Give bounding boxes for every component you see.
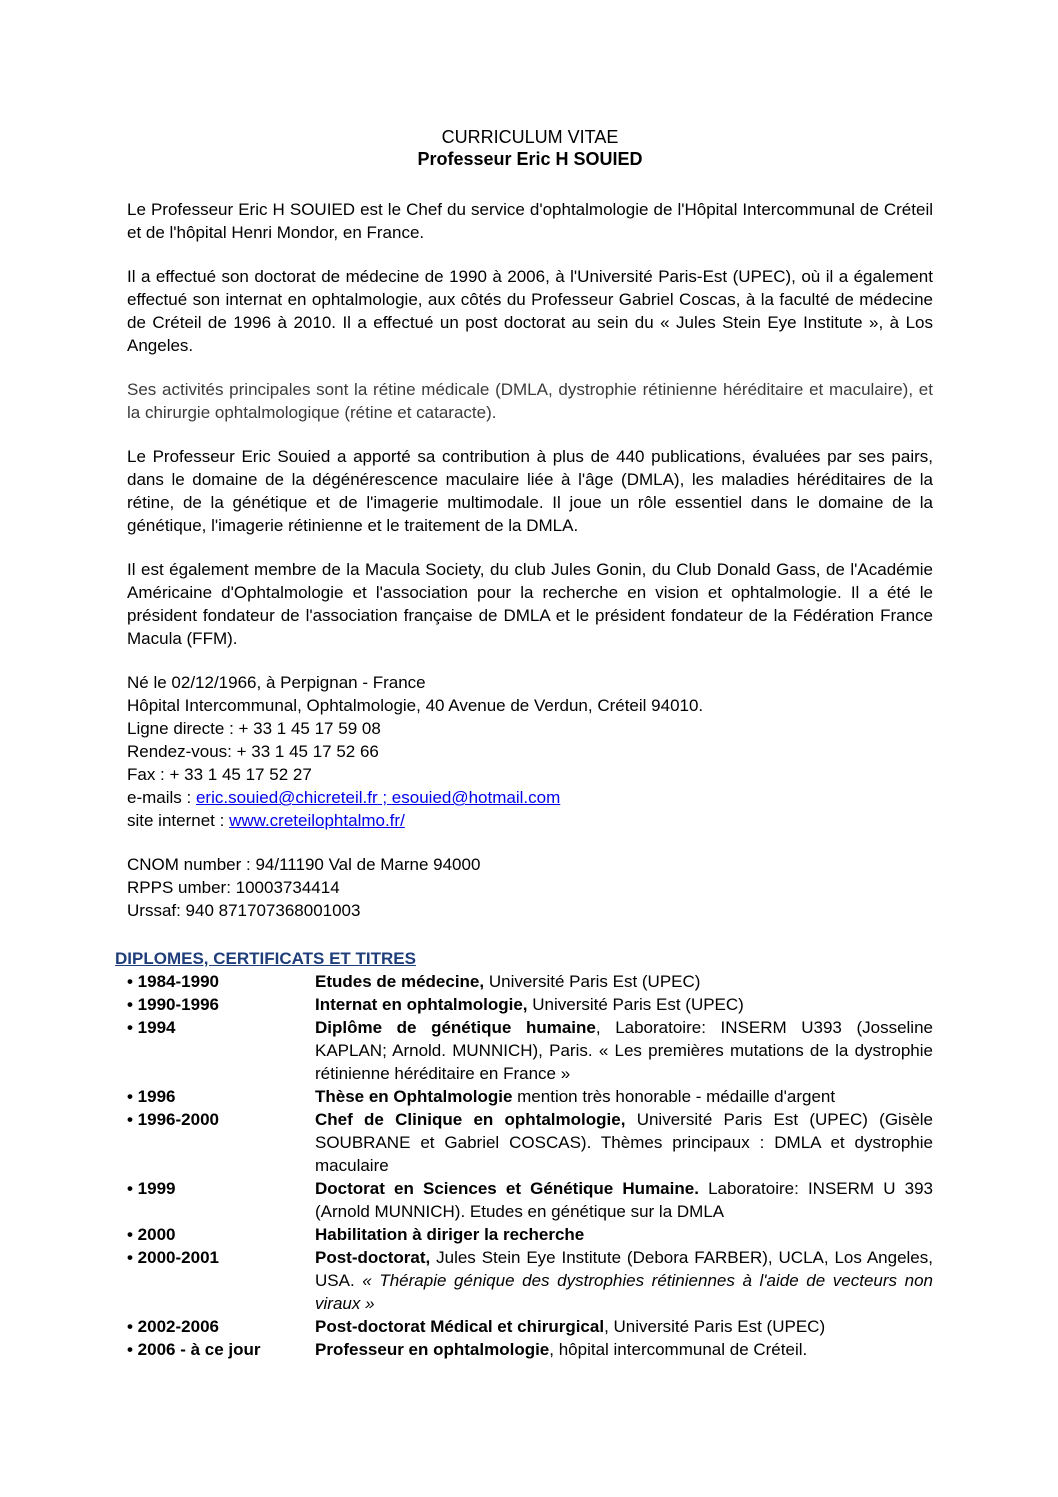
birth-info: Né le 02/12/1966, à Perpignan - France [127, 673, 426, 692]
diploma-year: • 1996-2000 [127, 1110, 219, 1129]
contact-block [127, 671, 933, 832]
emails-label: e-mails : [127, 788, 196, 807]
direct-line: Ligne directe : + 33 1 45 17 59 08 [127, 719, 381, 738]
diploma-row [127, 1223, 933, 1246]
document-content [115, 126, 933, 1361]
diploma-description [315, 1315, 933, 1338]
diploma-year: • 1994 [127, 1018, 176, 1037]
diploma-title: Habilitation à diriger la recherche [315, 1225, 585, 1244]
diploma-row [127, 1016, 933, 1085]
diploma-year: • 1999 [127, 1179, 176, 1198]
diploma-year: • 2000 [127, 1225, 176, 1244]
diplomas-table [127, 970, 933, 1361]
diploma-detail: Université Paris Est (UPEC) [527, 995, 744, 1014]
diploma-detail: , Laboratoire: INSERM U393 (Josseline KAPLAN; Arnold. MUNNICH), Paris. « Les premières mutations de la dystrophie rétinienne héréditaire en France » [315, 1018, 933, 1083]
document-title: CURRICULUM VITAE [441, 127, 619, 147]
diploma-detail: Université Paris Est (UPEC) (Gisèle SOUBRANE et Gabriel COSCAS). Thèmes principaux : DMLA et dystrophie maculaire [315, 1110, 933, 1175]
diploma-year: • 2002-2006 [127, 1317, 219, 1336]
diploma-description [315, 1223, 933, 1246]
urssaf-number: Urssaf: 940 871707368001003 [127, 901, 361, 920]
cnom-number: CNOM number : 94/11190 Val de Marne 94000 [127, 855, 481, 874]
diploma-year: • 2006 - à ce jour [127, 1340, 261, 1359]
diploma-title: Diplôme de génétique humaine [315, 1018, 596, 1037]
diploma-year: • 1990-1996 [127, 995, 219, 1014]
person-name: Professeur Eric H SOUIED [417, 149, 643, 169]
fax-line: Fax : + 33 1 45 17 52 27 [127, 765, 312, 784]
rpps-number: RPPS umber: 10003734414 [127, 878, 340, 897]
diploma-title: Chef de Clinique en ophtalmologie, [315, 1110, 626, 1129]
diploma-detail: , hôpital intercommunal de Créteil. [549, 1340, 808, 1359]
diploma-title: Post-doctorat, [315, 1248, 431, 1267]
email-link-1[interactable]: eric.souied@chicreteil.fr [195, 788, 378, 807]
diploma-description [315, 1246, 933, 1315]
intro-paragraph-3: Ses activités principales sont la rétine médicale (DMLA, dystrophie rétinienne héréditaire et maculaire), et la chirurgie ophtalmologique (rétine et cataracte). [127, 380, 933, 422]
ids-block [127, 853, 933, 922]
diploma-description [315, 1016, 933, 1085]
diploma-year: • 1984-1990 [127, 972, 219, 991]
diploma-description [315, 1338, 933, 1361]
website-line [127, 809, 933, 832]
diploma-title: Internat en ophtalmologie, [315, 995, 528, 1014]
diploma-detail: Université Paris Est (UPEC) [484, 972, 701, 991]
diplomas-heading: DIPLOMES, CERTIFICATS ET TITRES [115, 949, 416, 968]
diploma-row [127, 993, 933, 1016]
diploma-detail: , Université Paris Est (UPEC) [604, 1317, 826, 1336]
diploma-title: Thèse en Ophtalmologie [315, 1087, 513, 1106]
diploma-detail: Laboratoire: INSERM U 393 (Arnold MUNNICH). Etudes en génétique sur la DMLA [315, 1179, 933, 1221]
diploma-detail-italic: « Thérapie génique des dystrophies rétiniennes à l'aide de vecteurs non viraux » [315, 1271, 933, 1313]
appointment-line: Rendez-vous: + 33 1 45 17 52 66 [127, 742, 379, 761]
diploma-description [315, 1177, 933, 1223]
diploma-detail: mention très honorable - médaille d'argent [512, 1087, 836, 1106]
diploma-row [127, 1177, 933, 1223]
diploma-row [127, 970, 933, 993]
emails-line [127, 786, 933, 809]
intro-paragraph-2: Il a effectué son doctorat de médecine de 1990 à 2006, à l'Université Paris-Est (UPEC), où il a également effectué son internat en ophtalmologie, aux côtés du Professeur Gabriel Coscas, à la faculté de médecine de Créteil de 1996 à 2010. Il a effectué un post doctorat au sein du « Jules Stein Eye Institute », à Los Angeles. [127, 267, 933, 355]
diploma-description [315, 1108, 933, 1177]
diploma-row [127, 1085, 933, 1108]
intro-paragraph-5: Il est également membre de la Macula Society, du club Jules Gonin, du Club Donald Gass, de l'Académie Américaine d'Ophtalmologie et l'association pour la recherche en vision et ophtalmologie. Il a été le président fondateur de l'association française de DMLA et le président fondateur de la Fédération France Macula (FFM). [127, 560, 933, 648]
diploma-title: Professeur en ophtalmologie [315, 1340, 550, 1359]
diploma-title: Doctorat en Sciences et Génétique Humaine. [315, 1179, 699, 1198]
diploma-year: • 1996 [127, 1087, 176, 1106]
address: Hôpital Intercommunal, Ophtalmologie, 40 Avenue de Verdun, Créteil 94010. [127, 696, 704, 715]
diploma-description [315, 993, 933, 1016]
diploma-title: Etudes de médecine, [315, 972, 485, 991]
diploma-row [127, 1246, 933, 1315]
diploma-row [127, 1338, 933, 1361]
diploma-description [315, 1085, 933, 1108]
diploma-detail: Jules Stein Eye Institute (Debora FARBER), UCLA, Los Angeles, USA. [315, 1248, 933, 1290]
intro-paragraph-4: Le Professeur Eric Souied a apporté sa contribution à plus de 440 publications, évaluées par ses pairs, dans le domaine de la dégénérescence maculaire liée à l'âge (DMLA), les maladies héréditaires de la rétine, de la génétique et de l'imagerie multimodale. Il joue un rôle essentiel dans le domaine de la génétique, l'imagerie rétinienne et le traitement de la DMLA. [127, 447, 933, 535]
website-label: site internet : [127, 811, 230, 830]
intro-paragraph-1: Le Professeur Eric H SOUIED est le Chef du service d'ophtalmologie de l'Hôpital Intercommunal de Créteil et de l'hôpital Henri Mondor, en France. [127, 200, 933, 242]
diploma-description [315, 970, 933, 993]
email-separator: ; [377, 788, 392, 807]
email-link-2[interactable]: esouied@hotmail.com [391, 788, 561, 807]
diploma-row [127, 1108, 933, 1177]
diploma-row [127, 1315, 933, 1338]
diploma-year: • 2000-2001 [127, 1248, 219, 1267]
diploma-title: Post-doctorat Médical et chirurgical [315, 1317, 605, 1336]
website-link[interactable]: www.creteilophtalmo.fr/ [229, 811, 405, 830]
